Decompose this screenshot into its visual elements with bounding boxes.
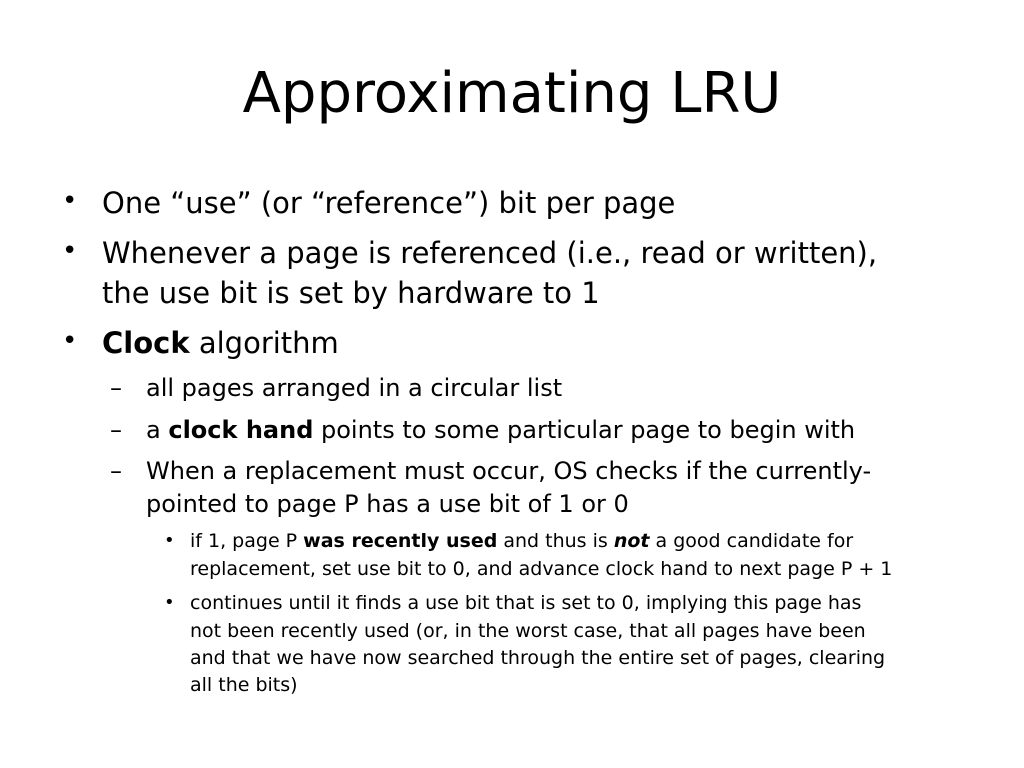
subbullet-text-pre: a: [146, 416, 169, 444]
subsubbullet-marker: •: [164, 530, 175, 551]
subsubbullet-marker: •: [164, 592, 175, 613]
subbullet-marker: –: [110, 416, 122, 444]
text-mid: and thus is: [497, 530, 614, 552]
subsubbullet-text: continues until it finds a use bit that is set to 0, implying this page has: [190, 592, 862, 614]
bullet-text: the use bit is set by hardware to 1: [102, 276, 600, 310]
subbullet-text-rest: points to some particular page to begin with: [313, 416, 856, 444]
bold-italic-not: not: [613, 530, 650, 552]
bold-term-recently-used: was recently used: [303, 530, 498, 552]
bullet-text: [102, 326, 339, 360]
text-rest: a good candidate for: [649, 530, 854, 552]
subsubbullet-text: all the bits): [190, 674, 298, 696]
subbullet-text: [146, 416, 855, 444]
bullet-text: Whenever a page is referenced (i.e., read or written),: [102, 236, 878, 270]
bullet-text: One “use” (or “reference”) bit per page: [102, 186, 676, 220]
bold-term-clock-hand: clock hand: [168, 416, 314, 444]
slide-title: Approximating LRU: [242, 61, 782, 126]
subsubbullet-text: [190, 530, 853, 552]
subbullet-text: When a replacement must occur, OS checks if the currently-: [146, 457, 872, 485]
bold-term-clock: Clock: [102, 326, 190, 360]
bullet-marker: •: [62, 186, 78, 216]
bullet-text-rest: algorithm: [189, 326, 339, 360]
subbullet-marker: –: [110, 457, 122, 485]
bullet-marker: •: [62, 236, 78, 266]
subsubbullet-text: not been recently used (or, in the worst case, that all pages have been: [190, 620, 866, 642]
subsubbullet-text: replacement, set use bit to 0, and advance clock hand to next page P + 1: [190, 558, 893, 580]
bullet-marker: •: [62, 326, 78, 356]
subbullet-text: pointed to page P has a use bit of 1 or 0: [146, 490, 629, 518]
subbullet-text: all pages arranged in a circular list: [146, 374, 563, 402]
subbullet-marker: –: [110, 374, 122, 402]
text-pre: if 1, page P: [190, 530, 304, 552]
subsubbullet-text: and that we have now searched through the entire set of pages, clearing: [190, 647, 886, 669]
